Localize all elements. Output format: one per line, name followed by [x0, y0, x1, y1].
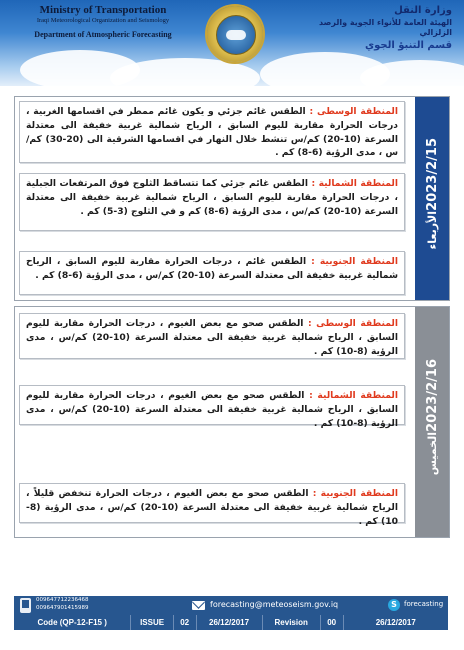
region-text: الطقس صحو مع بعض الغيوم ، درجات الحرارة تنخفض قليلاً ، الرياح شمالية غربية خفيفة الى معتدلة السرعة (10-20) كم/س ، مدى الرؤية (8-10) كم . — [26, 488, 398, 527]
phone-numbers — [36, 597, 89, 612]
region-label: المنطقة الجنوبية : — [311, 256, 399, 267]
day-name: الأربعاء — [425, 210, 439, 250]
region-forecast-north — [19, 173, 405, 231]
region-text: الطقس غائم جزئي كما تتساقط الثلوج فوق المرتفعات الجبلية ، درجات الحرارة مقاربة لليوم السابق ، الرياح شمالية غربية خفيفة الى معتدلة السرعة (10-20) كم/س ، مدى الرؤية (6-8) كم و في الثلوج (3-5) كم . — [26, 178, 398, 217]
ministry-ar: وزارة النقل — [394, 5, 452, 16]
ministry-en: Ministry of Transportation — [39, 4, 167, 16]
email-link[interactable]: forecasting@meteoseism.gov.iq — [210, 600, 339, 609]
phone-number[interactable]: 009647901415989 — [36, 604, 89, 611]
day-date: 2023/2/15 — [424, 137, 440, 211]
header-arabic-block — [302, 4, 452, 53]
issue-number: 02 — [173, 615, 196, 630]
region-forecast-north — [19, 385, 405, 429]
issue-date: 26/12/2017 — [196, 615, 262, 630]
social-handle[interactable]: forecasting — [404, 600, 444, 608]
region-forecast-central — [19, 101, 405, 163]
region-label: المنطقة الجنوبية : — [312, 488, 399, 499]
org-ar: الهيئة العامة للأنواء الجوية والرصد الزلزالي — [319, 17, 452, 38]
revision-number: 00 — [320, 615, 343, 630]
revision-label: Revision — [262, 615, 320, 630]
region-label: المنطقة الشمالية : — [309, 390, 398, 401]
region-forecast-south — [19, 251, 405, 295]
dept-en: Department of Atmospheric Forecasting — [34, 30, 172, 40]
doc-code: Code (QP-12-F15 ) — [37, 618, 107, 627]
day-tab-wednesday — [415, 97, 449, 300]
email-icon — [192, 601, 205, 610]
forecast-day-thursday — [14, 306, 450, 538]
document-code-row — [14, 615, 448, 630]
region-text: الطقس صحو مع بعض الغيوم ، درجات الحرارة مقاربة لليوم السابق ، الرياح شمالية غربية خفيفة الى معتدلة السرعة (10-20) كم/س ، مدى الرؤية (8-10) كم . — [26, 390, 398, 429]
header-banner — [0, 0, 464, 86]
skype-icon: S — [388, 599, 400, 611]
region-text: الطقس صحو مع بعض الغيوم ، درجات الحرارة مقاربة لليوم السابق ، الرياح شمالية غربية خفيفة الى معتدلة السرعة (10-20) كم/س ، مدى الرؤية (8-10) كم . — [26, 318, 398, 357]
forecast-day-wednesday — [14, 96, 450, 301]
region-text: الطقس غائم ، درجات الحرارة مقاربة لليوم السابق ، الرياح شمالية غربية خفيفة الى معتدلة السرعة (10-20) كم/س ، مدى الرؤية (6-8) كم . — [26, 256, 398, 281]
footer-bar — [14, 596, 448, 630]
phone-icon — [20, 598, 31, 613]
revision-date: 26/12/2017 — [343, 615, 449, 630]
header-english-block — [8, 4, 198, 39]
day-name: الخميس — [425, 431, 439, 476]
region-label: المنطقة الوسطى : — [309, 106, 399, 117]
region-forecast-central — [19, 313, 405, 359]
issue-label: ISSUE — [130, 615, 172, 630]
region-forecast-south — [19, 483, 405, 527]
region-label: المنطقة الوسطى : — [307, 318, 398, 329]
phone-number[interactable]: 009647712236468 — [36, 597, 89, 603]
region-label: المنطقة الشمالية : — [311, 178, 398, 189]
organization-logo-icon — [207, 6, 263, 62]
day-tab-thursday — [415, 307, 449, 537]
dept-ar: قسم التنبؤ الجوي — [364, 40, 452, 52]
org-en: Iraqi Meteorological Organization and Seismology — [36, 16, 170, 24]
region-text: الطقس غائم جزئي و يكون غائم ممطر في اقسامها الغربية ، درجات الحرارة مقاربة لليوم السابق ، الرياح شمالية غربية خفيفة الى معتدلة السرعة (10-20) كم/س تنشط خلال النهار في اقسامها الشرقية الى (20-30) كم/س ، مدى الرؤية (6-8) كم . — [26, 106, 398, 159]
contact-row — [14, 596, 448, 615]
day-date: 2023/2/16 — [424, 358, 440, 432]
